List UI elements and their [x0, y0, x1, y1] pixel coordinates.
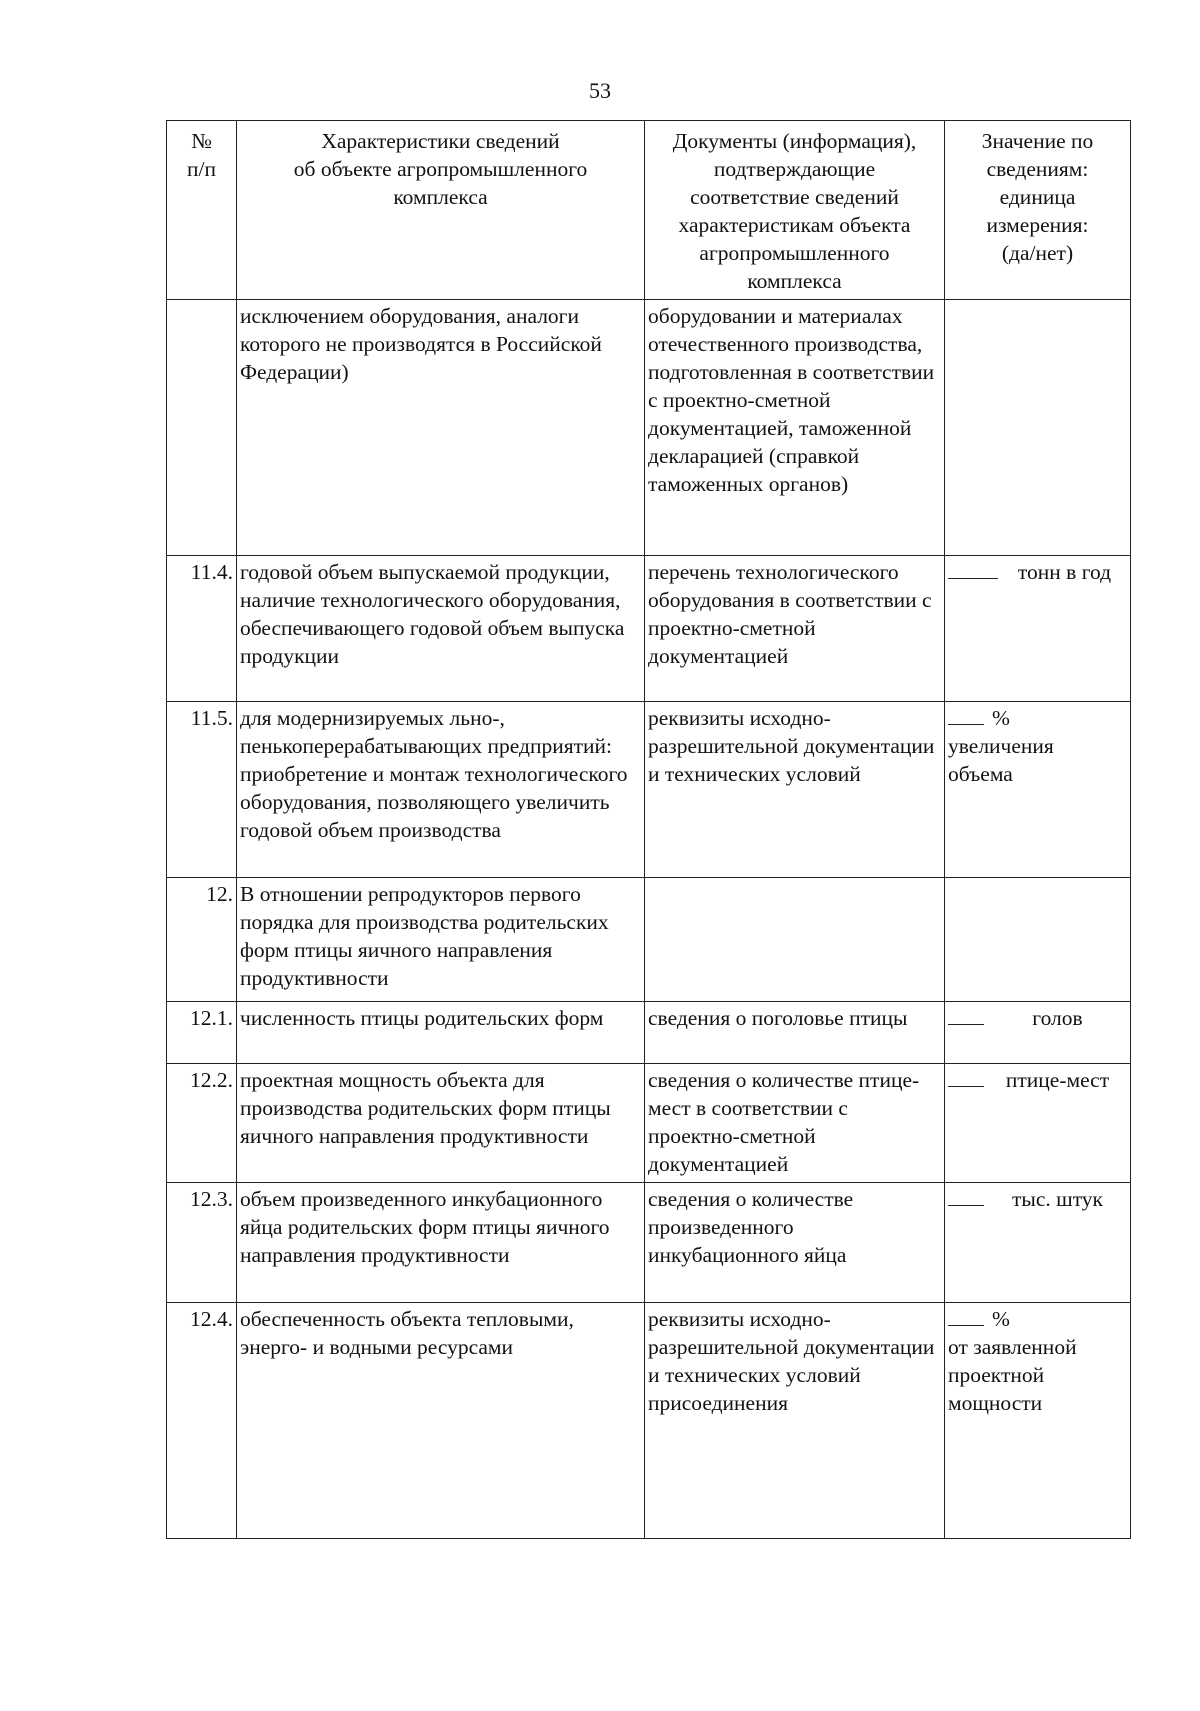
row-value: [945, 702, 1131, 878]
table-row: [167, 1002, 1131, 1064]
value-blank-line: [948, 558, 998, 579]
row-documents: реквизиты исходно-разрешительной документации и технических условий: [645, 702, 945, 878]
row-value: [945, 1303, 1131, 1539]
row-number: 12.4.: [167, 1303, 237, 1539]
table-row: [167, 878, 1131, 1002]
row-value: [945, 1064, 1131, 1183]
value-unit: %: [992, 706, 1010, 730]
table-row: [167, 300, 1131, 556]
row-documents: перечень технологического оборудования в соответствии с проектно-сметной документацией: [645, 556, 945, 702]
row-value: [945, 1002, 1131, 1064]
value-blank-line: [948, 1004, 984, 1025]
value-note: увеличения объема: [948, 734, 1054, 786]
row-number: 12.3.: [167, 1183, 237, 1303]
row-number: 12.1.: [167, 1002, 237, 1064]
table-row: [167, 1303, 1131, 1539]
table-header-row: [167, 121, 1131, 300]
row-documents: сведения о количестве произведенного инкубационного яйца: [645, 1183, 945, 1303]
row-documents: сведения о количестве птице-мест в соответствии с проектно-сметной документацией: [645, 1064, 945, 1183]
row-number: 11.5.: [167, 702, 237, 878]
value-unit: птице-мест: [1005, 1068, 1110, 1092]
header-value: Значение по сведениям: единица измерения: (да/нет): [945, 121, 1131, 300]
row-value: [945, 878, 1131, 1002]
row-number: [167, 300, 237, 556]
row-characteristic: для модернизируемых льно-, пенькоперерабатывающих предприятий: приобретение и монтаж технологического оборудования, позволяющего увеличить годовой объем производства: [237, 702, 645, 878]
table-row: [167, 702, 1131, 878]
page-number: 53: [589, 78, 611, 103]
table-row: [167, 1064, 1131, 1183]
value-unit: голов: [1032, 1006, 1083, 1030]
header-number: № п/п: [167, 121, 237, 300]
row-documents: [645, 878, 945, 1002]
row-characteristic: обеспеченность объекта тепловыми, энерго- и водными ресурсами: [237, 1303, 645, 1539]
row-documents: оборудовании и материалах отечественного производства, подготовленная в соответствии с проектно-сметной документацией, таможенной декларацией (справкой таможенных органов): [645, 300, 945, 556]
value-blank-line: [948, 1305, 984, 1326]
row-documents: сведения о поголовье птицы: [645, 1002, 945, 1064]
row-value: [945, 1183, 1131, 1303]
row-characteristic: исключением оборудования, аналоги которого не производятся в Российской Федерации): [237, 300, 645, 556]
row-characteristic: численность птицы родительских форм: [237, 1002, 645, 1064]
value-unit: %: [992, 1307, 1010, 1331]
value-note: от заявленной проектной мощности: [948, 1335, 1077, 1415]
value-unit: тонн в год: [1017, 560, 1112, 584]
value-unit: тыс. штук: [1012, 1187, 1103, 1211]
row-number: 12.2.: [167, 1064, 237, 1183]
table-row: [167, 556, 1131, 702]
table-row: [167, 1183, 1131, 1303]
row-characteristic: проектная мощность объекта для производства родительских форм птицы яичного направления продуктивности: [237, 1064, 645, 1183]
value-blank-line: [948, 1066, 984, 1087]
requirements-table: [166, 120, 1131, 1539]
row-number: 11.4.: [167, 556, 237, 702]
row-characteristic: В отношении репродукторов первого порядка для производства родительских форм птицы яичного направления продуктивности: [237, 878, 645, 1002]
value-blank-line: [948, 1185, 984, 1206]
row-characteristic: объем произведенного инкубационного яйца родительских форм птицы яичного направления продуктивности: [237, 1183, 645, 1303]
value-blank-line: [948, 704, 984, 725]
row-value: [945, 300, 1131, 556]
header-characteristics: Характеристики сведений об объекте агропромышленного комплекса: [237, 121, 645, 300]
row-number: 12.: [167, 878, 237, 1002]
row-characteristic: годовой объем выпускаемой продукции, наличие технологического оборудования, обеспечивающего годовой объем выпуска продукции: [237, 556, 645, 702]
row-value: [945, 556, 1131, 702]
header-documents: Документы (информация), подтверждающие соответствие сведений характеристикам объекта агропромышленного комплекса: [645, 121, 945, 300]
row-documents: реквизиты исходно-разрешительной документации и технических условий присоединения: [645, 1303, 945, 1539]
